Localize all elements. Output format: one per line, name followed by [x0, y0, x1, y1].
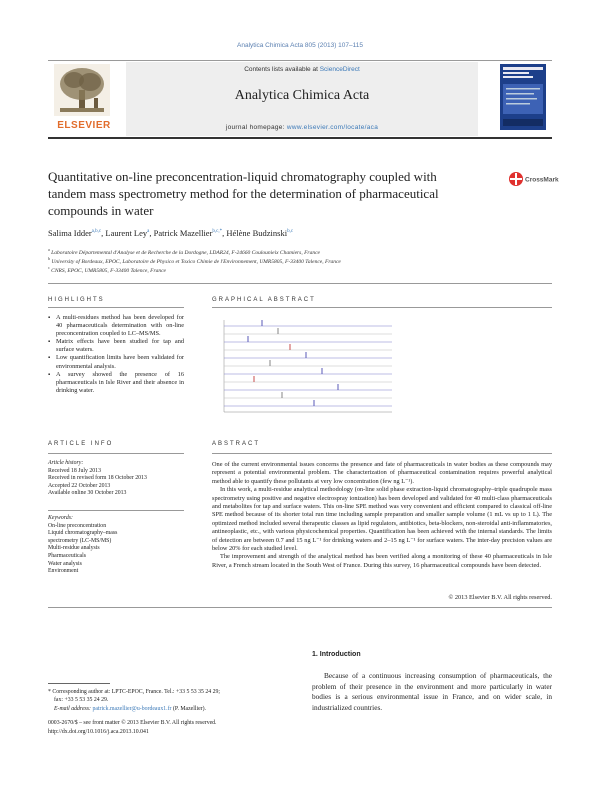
masthead-bottom-rule	[48, 137, 552, 139]
list-item: ▪ A multi-residues method has been developed for 40 pharmaceuticals determination with on-line preconcentration coupled to LC–MS/MS.	[48, 314, 184, 338]
divider	[48, 453, 184, 454]
email-note	[54, 705, 304, 713]
abstract-heading: ABSTRACT	[212, 441, 261, 447]
history-item: Available online 30 October 2013	[48, 490, 127, 497]
list-item: ▪ A survey showed the presence of 16 pharmaceuticals in Isle River and their absence in drinking water.	[48, 371, 184, 395]
contents-line	[126, 66, 478, 73]
introduction-paragraph: Because of a continuous increasing consumption of pharmaceuticals, the problem of their presence in the environment and more particularly in water bodies is a serious environmental issue in France, and on wider scale, in industrialized countries.	[312, 671, 552, 712]
fax-note: fax: +33 5 53 35 24 29.	[54, 697, 109, 703]
author[interactable]: Laurent Ley$^a$,	[105, 228, 154, 238]
highlights-heading: HIGHLIGHTS	[48, 297, 105, 303]
keyword: On-line preconcentration	[48, 522, 107, 529]
divider	[48, 307, 184, 308]
history-item: Received in revised form 18 October 2013	[48, 475, 147, 482]
author-list	[48, 228, 552, 238]
email-label: E-mail address:	[54, 706, 93, 712]
crossmark-icon[interactable]	[508, 168, 559, 190]
highlights-list	[48, 314, 184, 395]
divider	[212, 307, 552, 308]
abstract-body	[212, 461, 552, 570]
divider	[48, 607, 552, 608]
article-title: Quantitative on-line preconcentration-liquid chromatography coupled with tandem mass spectrometry method for the determination of pharmaceutical compounds in water	[48, 169, 439, 218]
history-item: Accepted 22 October 2013	[48, 482, 111, 489]
graphical-abstract-heading: GRAPHICAL ABSTRACT	[212, 297, 316, 303]
crossmark-label: CrossMark	[525, 176, 559, 184]
author[interactable]: Salima Idder$^{a,b,c}$,	[48, 228, 106, 238]
article-info-heading: ARTICLE INFO	[48, 441, 114, 447]
contents-prefix: Contents lists available at	[244, 66, 320, 73]
email-link[interactable]: patrick.mazellier@u-bordeaux1.fr	[92, 706, 172, 712]
affiliation: $^c$ CNRS, EPOC, UMR5805, F-33400 Talence, France	[48, 265, 166, 274]
abstract-paragraph: The improvement and strength of the analytical method has been verified along a monitoring of these 40 pharmaceuticals in Isle River, a French stream located in the South West of France. During this survey, 16 pharmaceutical compounds have been detected.	[212, 553, 552, 569]
divider	[212, 453, 552, 454]
doi-link[interactable]: http://dx.doi.org/10.1016/j.aca.2013.10.041	[48, 729, 149, 735]
homepage-prefix: journal homepage:	[225, 124, 287, 131]
copyright-notice: © 2013 Elsevier B.V. All rights reserved.	[448, 594, 552, 601]
author[interactable]: Hélène Budzinski$^{b,c}$	[226, 228, 294, 238]
footnote-rule	[48, 683, 110, 684]
masthead-top-rule	[48, 60, 552, 61]
running-head: Analytica Chimica Acta 805 (2013) 107–115	[237, 42, 363, 49]
article-history	[48, 460, 184, 498]
keyword: Liquid chromatography–mass	[48, 530, 118, 537]
sciencedirect-link[interactable]: ScienceDirect	[319, 66, 360, 73]
elsevier-tree-logo	[54, 64, 110, 116]
keyword: Multi-residue analysis	[48, 545, 100, 552]
publisher-logo-text: ELSEVIER	[57, 120, 111, 131]
journal-cover-thumbnail	[500, 64, 546, 130]
email-suffix: (P. Mazellier).	[171, 706, 206, 712]
journal-title: Analytica Chimica Acta	[234, 88, 370, 103]
keyword: Pharmaceuticals	[48, 552, 86, 559]
affiliation: $^a$ Laboratoire Départemental d'Analyse et de Recherche de la Dordogne, LDAR24, F-24660 Coulounieix Chamiers, France	[48, 247, 320, 256]
introduction-heading: 1. Introduction	[312, 651, 361, 658]
list-item: ▪ Matrix effects have been studied for tap and surface waters.	[48, 338, 184, 354]
author[interactable]: Patrick Mazellier$^{b,c,*}$,	[153, 228, 227, 238]
affiliation: $^b$ University of Bordeaux, EPOC, Laboratoire de Physico et Toxico Chimie de l'Environnement, UMR5805, F-33400 Talence, France	[48, 256, 341, 265]
keyword: spectrometry (LC-MS/MS)	[48, 537, 112, 544]
abstract-paragraph: One of the current environmental issues concerns the presence and fate of pharmaceuticals in water bodies as these compounds may represent a potential environmental problem. The characterization of pharmaceutical contamination requires powerful analytical method able to quantify these pollutants at very low concentration (few ng L⁻¹).	[212, 461, 552, 485]
keyword: Environment	[48, 568, 79, 575]
keywords-label: Keywords:	[48, 515, 73, 521]
journal-homepage	[126, 124, 478, 131]
divider	[48, 510, 184, 511]
keywords-block	[48, 515, 184, 576]
corresponding-author-note: * Corresponding author at: LPTC-EPOC, France. Tel.: +33 5 53 35 24 29;	[48, 689, 220, 695]
homepage-link[interactable]: www.elsevier.com/locate/aca	[286, 124, 379, 131]
history-label: Article history:	[48, 460, 84, 466]
graphical-abstract-chromatogram	[218, 318, 396, 416]
list-item: ▪ Low quantification limits have been validated for environmental analysis.	[48, 354, 184, 370]
history-item: Received 18 July 2013	[48, 467, 101, 474]
keyword: Water analysis	[48, 560, 82, 567]
issn-line: 0003-2670/$ – see front matter © 2013 Elsevier B.V. All rights reserved.	[48, 720, 217, 726]
abstract-paragraph: In this work, a multi-residue analytical methodology (on-line solid phase extraction-liquid chromatography–triple quadrupole mass spectrometry using positive and negative electrospray ionization) has been developed and validated for 40 multi-class pharmaceuticals and metabolites for tap and surface waters. This on-line SPE method was very convenient and efficient compared to classical off-line SPE method because of its shorter total run time including sample preparation and smaller sample volume (1 mL vs up to 1 L). The optimized method included several therapeutic classes as lipid regulators, antibiotics, beta-blockers, non-steroidal anti-inflammatories, antineoplastic, etc., with various physicochemical properties. Quantification has been achieved with the internal standards. The limits of detection are between 0.7 and 15 ng L⁻¹ for drinking waters and 2–15 ng L⁻¹ for surface waters. The inter-day precision values are below 20% for each studied level.	[212, 486, 552, 553]
divider	[48, 283, 552, 284]
